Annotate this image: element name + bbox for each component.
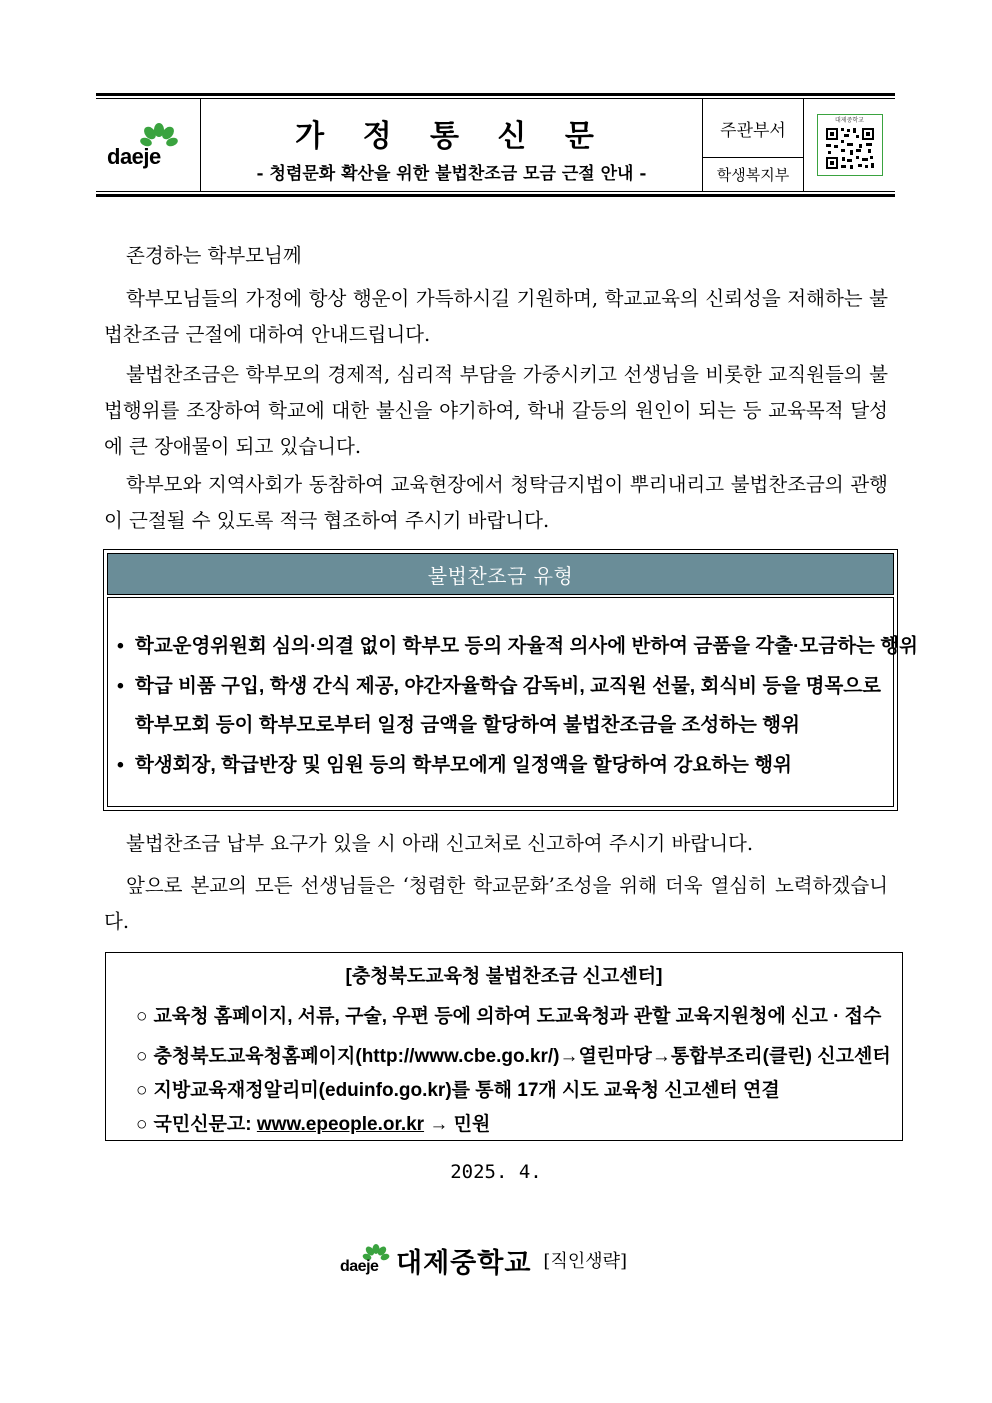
epeople-link[interactable]: www.epeople.or.kr: [256, 1114, 425, 1135]
paragraph-report: 불법찬조금 납부 요구가 있을 시 아래 신고처로 신고하여 주시기 바랍니다.: [126, 832, 754, 855]
issue-date: 2025. 4.: [450, 1161, 542, 1183]
list-item: ○ 지방교육재정알리미(eduinfo.go.kr)를 통해 17개 시도 교육청 신고센터 연결: [136, 1080, 780, 1101]
types-list: [107, 597, 918, 807]
types-box: [103, 549, 918, 811]
logo-text: daeje: [107, 144, 161, 169]
page-title: 가 정 통 신 문: [295, 119, 608, 154]
department-label: 주관부서: [703, 99, 803, 158]
department-cell: [703, 99, 804, 191]
greeting: 존경하는 학부모님께: [126, 244, 302, 267]
qr-caption: 대제중학교: [835, 117, 864, 124]
paragraph-harm: 불법찬조금은 학부모의 경제적, 심리적 부담을 가중시키고 선생님을 비롯한 교직원들의 불법행위를 조장하여 학교에 대한 불신을 야기하여, 학내 갈등의 원인이 되는 등 교육목적 달성에 큰 장애물이 되고 있습니다.: [104, 363, 888, 458]
list-item: ○ 국민신문고: www.epeople.or.kr → 민원: [136, 1114, 491, 1135]
footer-signature: [340, 1240, 627, 1280]
seal-omitted: [직인생략]: [543, 1251, 628, 1272]
list-item: ○ 충청북도교육청홈페이지(http://www.cbe.go.kr/)→열린마당→통합부조리(클린) 신고센터: [136, 1046, 891, 1067]
qr-code-icon: [820, 125, 880, 173]
title-cell: [201, 99, 703, 191]
paragraph-request: 학부모와 지역사회가 동참하여 교육현장에서 청탁금지법이 뿌리내리고 불법찬조금의 관행이 근절될 수 있도록 적극 협조하여 주시기 바랍니다.: [104, 473, 888, 532]
qr-cell: [804, 99, 895, 191]
list-item-continuation: 학부모회 등이 학부모로부터 일정 금액을 할당하여 불법찬조금을 조성하는 행위: [135, 714, 800, 736]
paragraph-intro: 학부모님들의 가정에 항상 행운이 가득하시길 기원하며, 학교교육의 신뢰성을 저해하는 불법찬조금 근절에 대하여 안내드립니다.: [104, 287, 888, 346]
list-item: • 학생회장, 학급반장 및 임원 등의 학부모에게 일정액을 할당하여 강요하는 행위: [117, 754, 792, 776]
department-value: 학생복지부: [716, 165, 790, 184]
school-logo: [107, 120, 189, 170]
paragraph-pledge: 앞으로 본교의 모든 선생님들은 ‘청렴한 학교문화’조성을 위해 더욱 열심히 노력하겠습니다.: [104, 874, 888, 933]
school-name: 대제중학교: [396, 1247, 532, 1278]
report-title: [충청북도교육청 불법찬조금 신고센터]: [345, 966, 663, 987]
qr-code[interactable]: [817, 114, 883, 176]
list-item: • 학교운영위원회 심의·의결 없이 학부모 등의 자율적 의사에 반하여 금품을 각출·모금하는 행위: [117, 635, 918, 657]
page-subtitle: - 청렴문화 확산을 위한 불법찬조금 모금 근절 안내 -: [256, 164, 647, 184]
footer-logo: [340, 1242, 392, 1278]
report-center-box: [105, 952, 903, 1141]
types-heading: 불법찬조금 유형: [107, 553, 894, 595]
footer-logo-text: daeje: [340, 1258, 379, 1275]
logo-cell: [96, 99, 201, 191]
list-item: • 학급 비품 구입, 학생 간식 제공, 야간자율학습 감독비, 교직원 선물, 회식비 등을 명목으로: [117, 675, 881, 697]
header-table: [96, 93, 895, 197]
list-item: ○ 교육청 홈페이지, 서류, 구술, 우편 등에 의하여 도교육청과 관할 교육지원청에 신고 · 접수: [136, 1006, 882, 1027]
